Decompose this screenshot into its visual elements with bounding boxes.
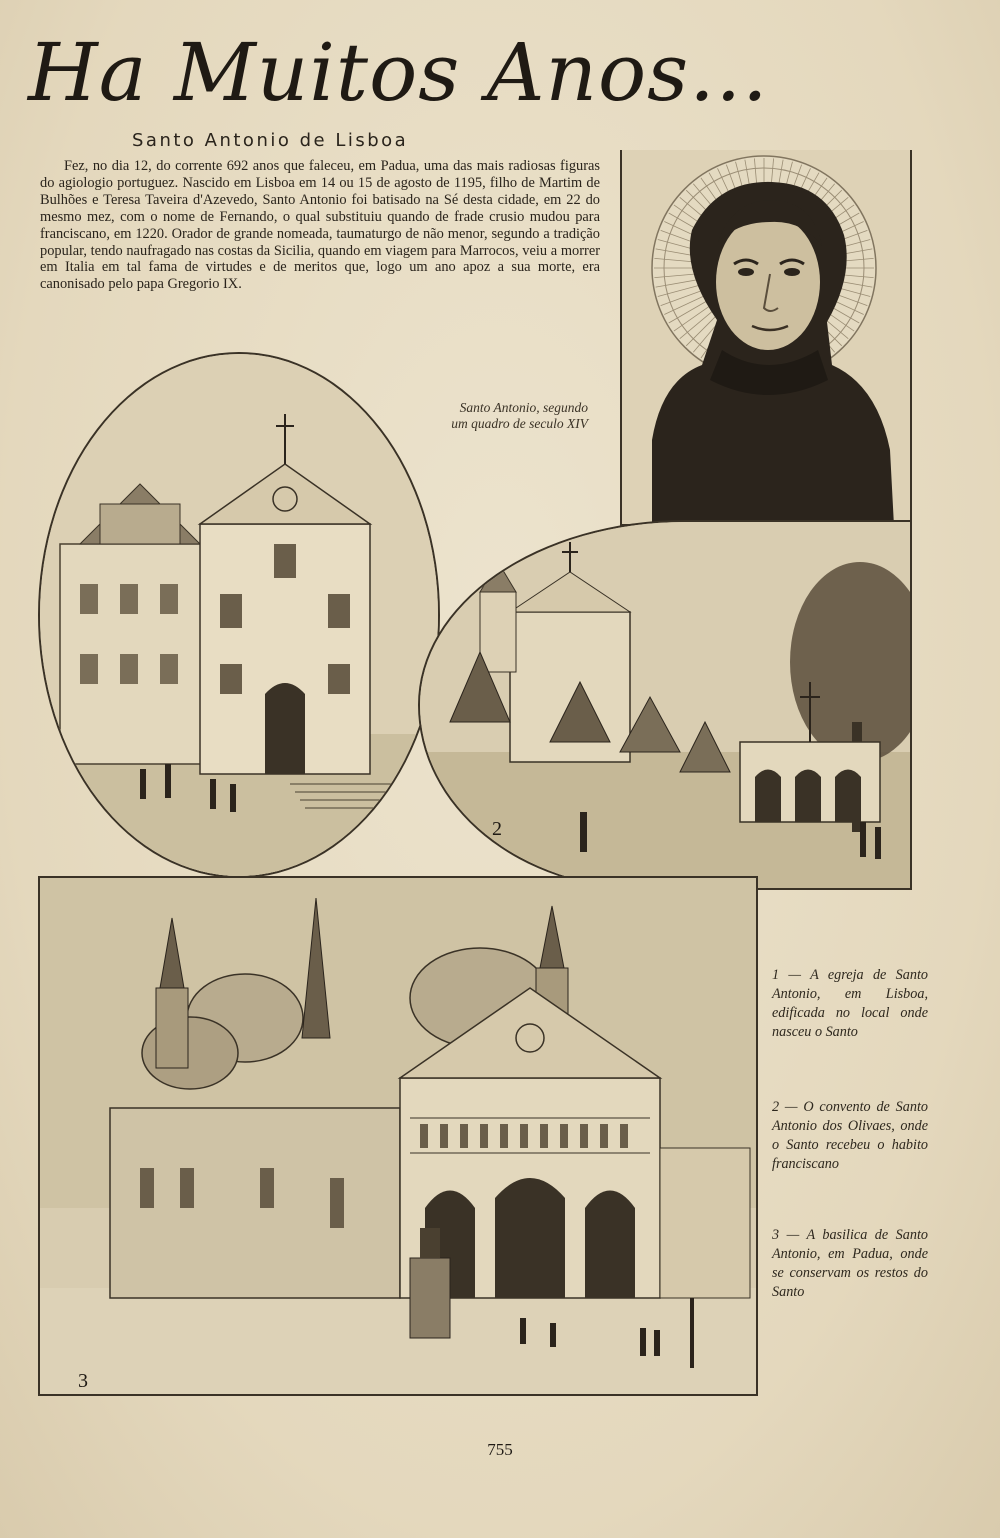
church-lisbon-illustration [38, 352, 440, 878]
basilica-padua-illustration [38, 876, 758, 1396]
figure-2-number: 2 [492, 818, 502, 840]
figure-1-number: 1 [104, 848, 114, 870]
convent-olivaes-illustration [418, 520, 912, 890]
portrait-caption-line-1: Santo Antonio, segundo [459, 400, 588, 415]
figure-3-number: 3 [78, 1370, 88, 1392]
article-paragraph: Fez, no dia 12, do corrente 692 anos que faleceu, em Padua, uma das mais radiosas figuras do agiologio portuguez. Nascido em Lisboa em 14 ou 15 de agosto de 1195, filho de Martim de Bulhões e Teresa Taveira d'Azevedo, Santo Antonio foi batisado na Sé desta cidade, em 22 do mesmo mez, com o nome de Fernando, o qual substituiu quando de frade crusio mudou para franciscano, em 1220. Orador de grande nomeada, taumaturgo de não menor, segundo a tradição popular, tendo naufragado nas costas da Sicilia, quando em viagem para Marrocos, veiu a morrer em Italia em tal fama de virtudes e de meritos que, logo um ano apoz a sua morte, era canonisado pelo papa Gregorio IX. [40, 158, 600, 293]
portrait-caption-line-2: um quadro de seculo XIV [451, 416, 588, 431]
page-title: Ha Muitos Anos... [28, 26, 769, 119]
page-number: 755 [487, 1440, 513, 1459]
saint-portrait-illustration [620, 150, 912, 526]
figure-1-caption: 1 — A egreja de Santo Antonio, em Lisboa, edificada no local onde nasceu o Santo [772, 967, 928, 1040]
figure-3-caption: 3 — A basilica de Santo Antonio, em Padua, onde se conservam os restos do Santo [772, 1227, 928, 1300]
article-subtitle: Santo Antonio de Lisboa [132, 130, 409, 151]
figure-2-caption: 2 — O convento de Santo Antonio dos Olivaes, onde o Santo recebeu o habito franciscano [772, 1099, 928, 1172]
